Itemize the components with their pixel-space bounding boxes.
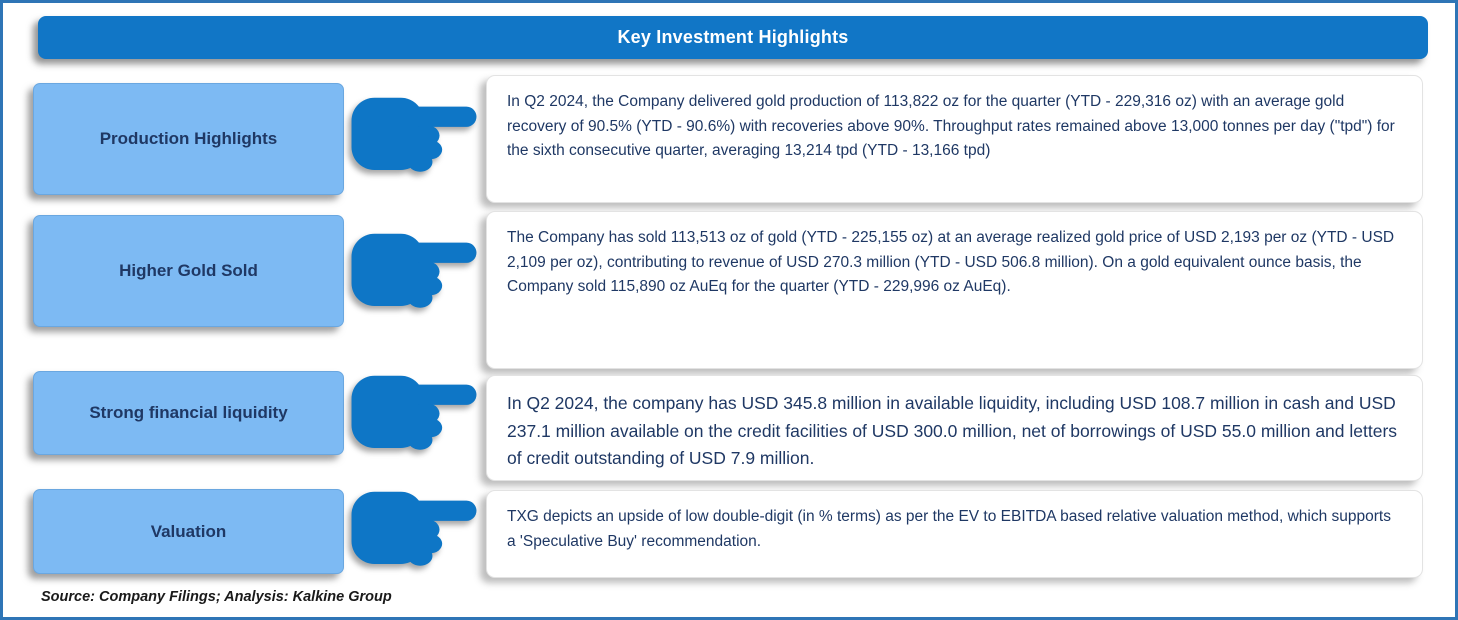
label-text: Strong financial liquidity: [89, 403, 288, 422]
body-text: The Company has sold 113,513 oz of gold (YTD - 225,155 oz) at an average realized gold price of USD 2,193 per oz (YTD - USD 2,109 per oz), contributing to revenue of USD 270.3 million (YTD - USD 506.8 million). On a gold equivalent ounce basis, the Company sold 115,890 oz AuEq for the quarter (YTD - 229,996 oz AuEq).: [507, 229, 1395, 295]
header-bar: [38, 16, 1428, 59]
hand-pointer-right-icon: [348, 479, 480, 575]
body-text: In Q2 2024, the Company delivered gold production of 113,822 oz for the quarter (YTD - 229,316 oz) with an average gold recovery of 90.5% (YTD - 90.6%) with recoveries above 90%. Throughput rates remained above 13,000 tonnes per day ("tpd") for the sixth consecutive quarter, averaging 13,214 tpd (YTD - 13,166 tpd): [507, 93, 1395, 159]
label-text: Valuation: [150, 521, 227, 541]
body-text: TXG depicts an upside of low double-digit (in % terms) as per the EV to EBITDA based relative valuation method, which supports a 'Speculative Buy' recommendation.: [507, 508, 1391, 550]
text-box-higher-gold-sold: [486, 211, 1423, 369]
hand-pointer-right-icon: [348, 363, 480, 459]
label-box-higher-gold-sold: [33, 215, 344, 327]
label-box-valuation: [33, 489, 344, 574]
text-box-strong-financial-liquidity: [486, 375, 1423, 481]
source-attribution: Source: Company Filings; Analysis: Kalkine Group: [41, 589, 392, 605]
hand-pointer-right-icon: [348, 85, 480, 181]
body-text: In Q2 2024, the company has USD 345.8 million in available liquidity, including USD 108.7 million in cash and USD 237.1 million available on the credit facilities of USD 300.0 million, net of borrowings of USD 55.0 million and letters of credit outstanding of USD 7.9 million.: [507, 393, 1398, 468]
label-box-strong-financial-liquidity: [33, 371, 344, 455]
page-title: Key Investment Highlights: [617, 27, 849, 47]
label-text: Higher Gold Sold: [119, 261, 258, 280]
label-box-production-highlights: [33, 83, 344, 195]
hand-pointer-right-icon: [348, 221, 480, 317]
text-box-production-highlights: [486, 75, 1423, 203]
label-text: Production Highlights: [99, 129, 278, 148]
text-box-valuation: [486, 490, 1423, 578]
